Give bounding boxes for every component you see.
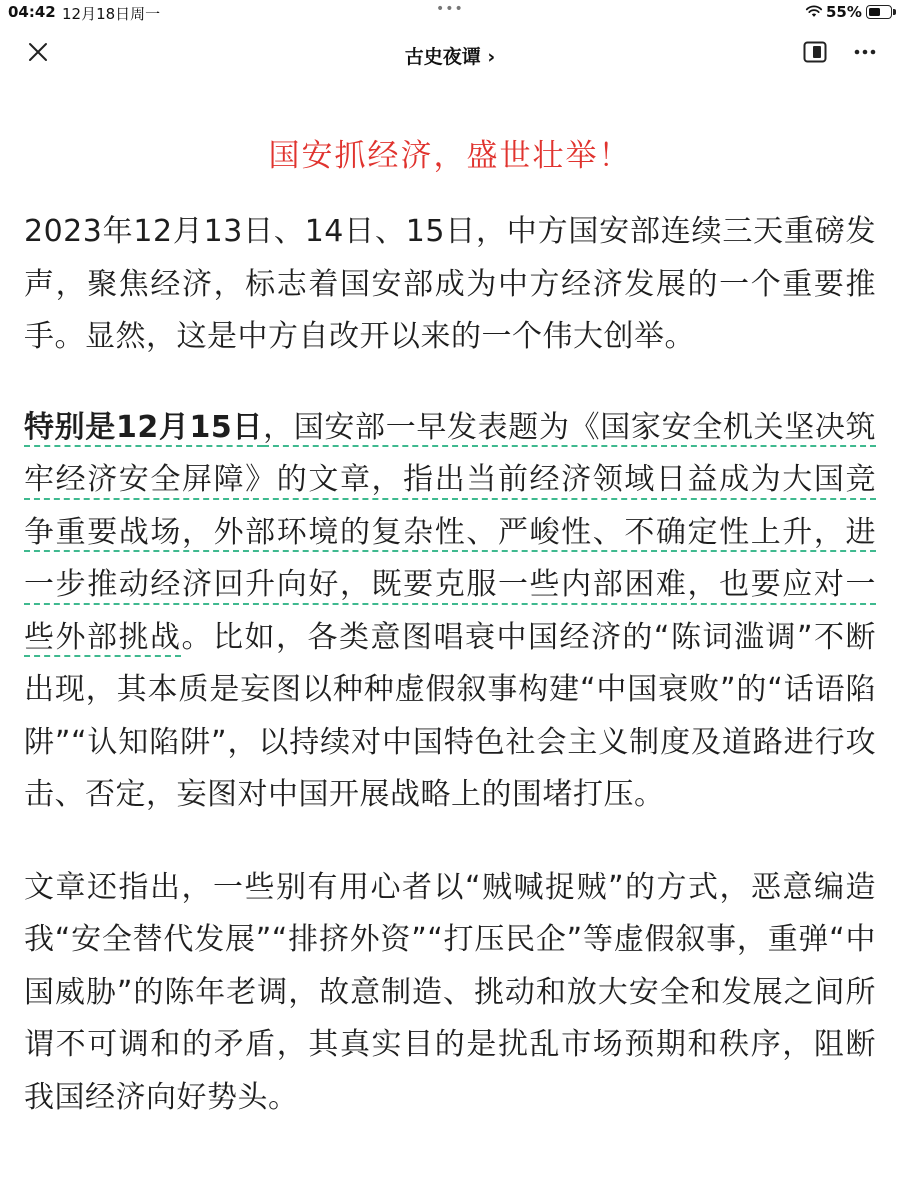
paragraph-3: 文章还指出，一些别有用心者以“贼喊捉贼”的方式，恶意编造我“安全替代发展”“排挤外资”“打压民企”等虚假叙事，重弹“中国威胁”的陈年老调，故意制造、挑动和放大安全和发展之间所谓不可调和的矛盾，其真实目的是扰乱市场预期和秩序，阻断我国经济向好势头。: [24, 869, 876, 1115]
paragraph-2-bold-lead: 特别是12月15日: [24, 409, 264, 445]
article-body: [24, 82, 876, 1124]
status-time: 04:42: [8, 3, 56, 21]
article-headline: 国安抓经济，盛世壮举！: [268, 138, 632, 174]
status-bar: [0, 0, 900, 26]
battery-icon: [866, 5, 892, 19]
more-icon[interactable]: [852, 40, 878, 64]
multitask-dots-icon[interactable]: •••: [436, 1, 464, 17]
paragraph-1: 2023年12月13日、14日、15日，中方国安部连续三天重磅发声，聚焦经济，标志着国安部成为中方经济发展的一个重要推手。显然，这是中方自改开以来的一个伟大创举。: [24, 214, 876, 354]
battery-level: [869, 8, 880, 16]
nav-bar: [0, 26, 900, 82]
battery-percent: 55%: [826, 3, 862, 21]
battery-cap: [893, 9, 896, 15]
paragraph-2-rest: 。比如，各类意图唱衰中国经济的“陈词滥调”不断出现，其本质是妄图以种种虚假叙事构建“中国衰败”的“话语陷阱”“认知陷阱”，以持续对中国特色社会主义制度及道路进行攻击、否定，妄图对中国开展战略上的围堵打压。: [24, 619, 876, 812]
reader-mode-icon[interactable]: [803, 41, 827, 63]
wifi-icon: [805, 2, 823, 20]
paragraph-2: [24, 402, 876, 822]
status-date: 12月18日周一: [62, 5, 161, 23]
paragraph-2-underlined-text: ，国安部一早发表题为《国家安全机关坚决筑牢经济安全屏障》的文章，指出当前经济领域日益成为大国竞争重要战场，外部环境的复杂性、严峻性、不确定性上升，进一步推动经济回升向好，既要克服一些内部困难，也要应对一些外部挑战: [24, 409, 877, 655]
account-title[interactable]: 古史夜谭 ›: [404, 46, 496, 68]
